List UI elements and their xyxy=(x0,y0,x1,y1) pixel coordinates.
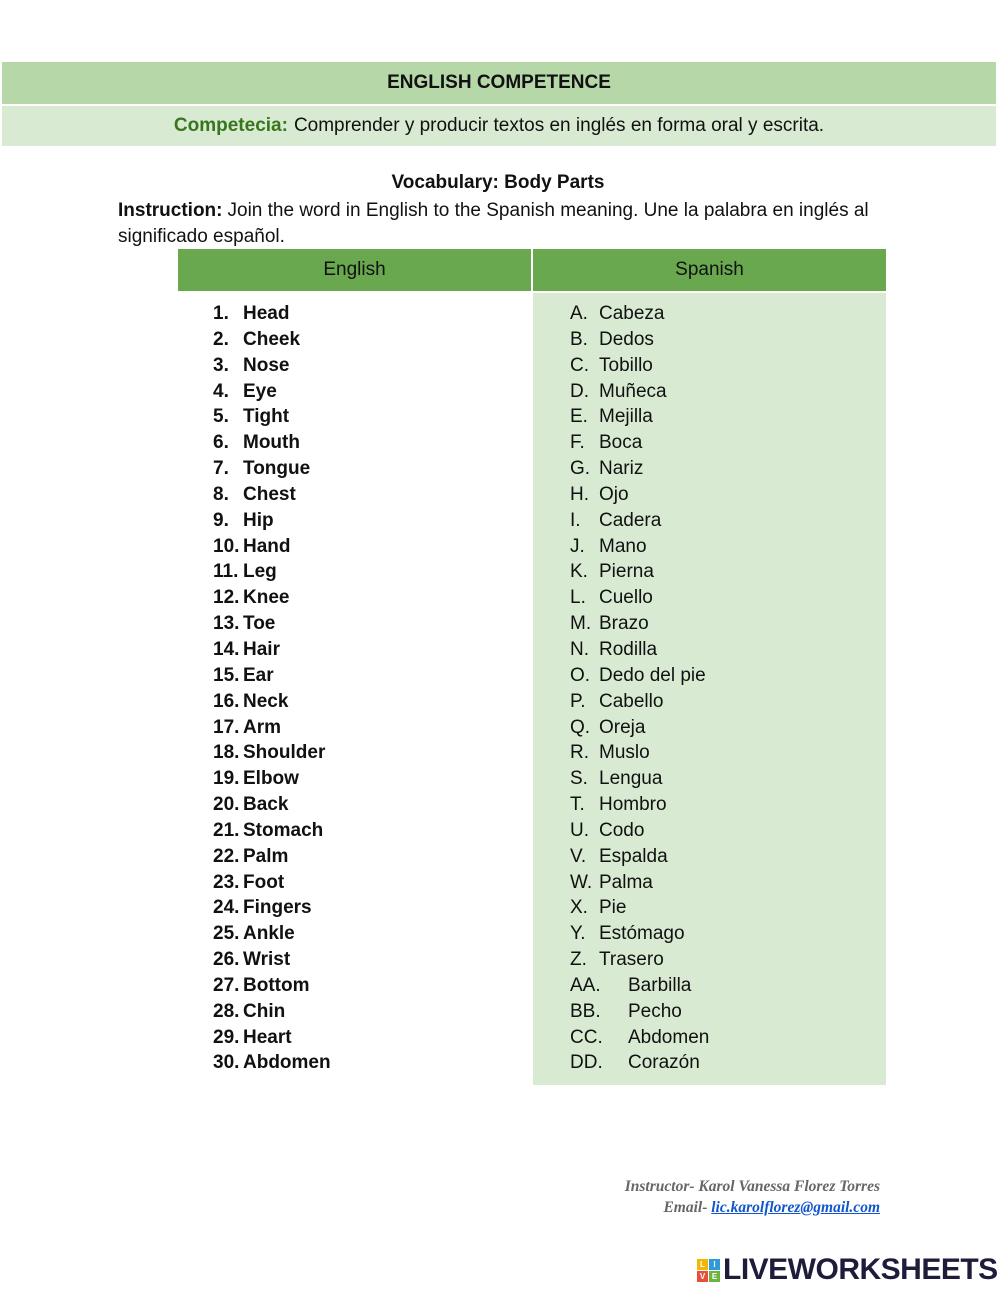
vocabulary-title: Vocabulary: Body Parts xyxy=(391,172,605,193)
item-number: 6. xyxy=(213,432,229,454)
item-number: 26. xyxy=(213,949,240,971)
item-letter: T. xyxy=(570,794,585,816)
spanish-word-item xyxy=(570,379,880,405)
english-word: Toe xyxy=(243,613,276,635)
english-word: Fingers xyxy=(243,897,312,919)
spanish-word-item xyxy=(570,895,880,921)
item-number: 11. xyxy=(213,561,239,583)
english-word: Elbow xyxy=(243,768,299,790)
item-number: 13. xyxy=(213,613,240,635)
item-letter: Y. xyxy=(570,923,586,945)
item-letter: R. xyxy=(570,742,589,764)
item-number: 23. xyxy=(213,871,240,893)
spanish-word: Cabeza xyxy=(599,303,665,324)
spanish-word-item xyxy=(570,353,880,379)
spanish-word: Estómago xyxy=(599,923,685,945)
spanish-word: Mejilla xyxy=(599,406,653,428)
item-number: 15. xyxy=(213,664,240,686)
spanish-word-item xyxy=(570,792,880,818)
item-letter: S. xyxy=(570,768,588,790)
english-word: Chin xyxy=(243,1000,286,1022)
english-column-header: English xyxy=(178,249,531,291)
item-letter: X. xyxy=(570,897,588,919)
english-word-item xyxy=(213,327,523,353)
competencia-label: Competecia: xyxy=(173,115,288,136)
spanish-word-item xyxy=(570,430,880,456)
english-word: Tight xyxy=(243,406,290,428)
english-word-item xyxy=(213,1050,523,1076)
english-word: Foot xyxy=(243,871,285,893)
english-word: Back xyxy=(243,794,289,816)
english-word-item xyxy=(213,973,523,999)
spanish-word: Cabello xyxy=(599,690,664,712)
item-number: 12. xyxy=(213,587,240,609)
item-number: 1. xyxy=(213,303,229,324)
spanish-word: Codo xyxy=(599,819,645,841)
item-letter: V. xyxy=(570,845,587,867)
item-letter: A. xyxy=(570,303,588,324)
english-word-item xyxy=(213,430,523,456)
item-letter: G. xyxy=(570,458,591,480)
spanish-word: Nariz xyxy=(599,458,644,480)
item-number: 2. xyxy=(213,328,229,350)
english-word-item xyxy=(213,715,523,741)
item-number: 25. xyxy=(213,923,240,945)
english-word-list xyxy=(213,301,523,1076)
item-number: 7. xyxy=(213,458,229,480)
english-word-item xyxy=(213,559,523,585)
instructor-name: Instructor- Karol Vanessa Florez Torres xyxy=(624,1178,880,1195)
english-word-item xyxy=(213,921,523,947)
spanish-word-item xyxy=(570,663,880,689)
email-link[interactable]: lic.karolflorez@gmail.com xyxy=(711,1199,880,1216)
item-letter: H. xyxy=(570,483,589,505)
english-word-item xyxy=(213,663,523,689)
english-word-item xyxy=(213,1025,523,1051)
spanish-word: Pierna xyxy=(599,561,654,583)
spanish-column-header: Spanish xyxy=(533,249,886,291)
liveworksheets-logo xyxy=(697,1253,998,1287)
spanish-word-item xyxy=(570,585,880,611)
english-word-item xyxy=(213,379,523,405)
item-number: 22. xyxy=(213,845,240,867)
spanish-word: Mano xyxy=(599,535,647,557)
item-letter: K. xyxy=(570,561,588,583)
english-word: Hair xyxy=(243,638,280,660)
english-word: Heart xyxy=(243,1026,292,1048)
instruction-label: Instruction: xyxy=(118,200,223,221)
item-number: 28. xyxy=(213,1000,240,1022)
item-number: 16. xyxy=(213,690,240,712)
spanish-word-item xyxy=(570,715,880,741)
spanish-word-list xyxy=(570,301,880,1076)
spanish-word: Hombro xyxy=(599,794,667,816)
item-number: 3. xyxy=(213,354,229,376)
spanish-word-item xyxy=(570,766,880,792)
english-word-item xyxy=(213,766,523,792)
english-word-item xyxy=(213,482,523,508)
item-number: 17. xyxy=(213,716,240,738)
english-word-item xyxy=(213,404,523,430)
english-word-item xyxy=(213,611,523,637)
item-letter: AA. xyxy=(570,974,601,996)
english-word-item xyxy=(213,792,523,818)
english-word: Ear xyxy=(243,664,274,686)
spanish-word-item xyxy=(570,740,880,766)
english-word: Arm xyxy=(243,716,282,738)
item-number: 9. xyxy=(213,509,229,531)
english-word: Neck xyxy=(243,690,289,712)
english-word: Ankle xyxy=(243,923,295,945)
spanish-word-item xyxy=(570,999,880,1025)
spanish-word: Barbilla xyxy=(628,974,692,996)
spanish-word-item xyxy=(570,559,880,585)
spanish-word-item xyxy=(570,534,880,560)
english-word: Tongue xyxy=(243,458,311,480)
logo-letter-tile: E xyxy=(709,1271,720,1282)
english-word: Head xyxy=(243,303,290,324)
logo-letter-tile: I xyxy=(709,1259,720,1270)
item-letter: Q. xyxy=(570,716,591,738)
spanish-word-item xyxy=(570,818,880,844)
competencia-text: Comprender y producir textos en inglés en forma oral y escrita. xyxy=(293,115,825,136)
item-letter: P. xyxy=(570,690,586,712)
spanish-word-item xyxy=(570,508,880,534)
item-letter: I. xyxy=(570,509,581,531)
english-word-item xyxy=(213,870,523,896)
english-word: Hand xyxy=(243,535,291,557)
item-number: 29. xyxy=(213,1026,240,1048)
spanish-word: Oreja xyxy=(599,716,646,738)
english-word-item xyxy=(213,585,523,611)
spanish-word: Espalda xyxy=(599,845,668,867)
item-number: 19. xyxy=(213,768,240,790)
spanish-word: Corazón xyxy=(628,1052,700,1074)
english-word: Wrist xyxy=(243,949,291,971)
competencia-row xyxy=(2,106,996,146)
item-number: 24. xyxy=(213,897,240,919)
english-word-item xyxy=(213,844,523,870)
english-word: Bottom xyxy=(243,974,310,996)
item-letter: U. xyxy=(570,819,589,841)
spanish-word-item xyxy=(570,327,880,353)
item-letter: O. xyxy=(570,664,591,686)
spanish-word: Ojo xyxy=(599,483,629,505)
item-letter: M. xyxy=(570,613,592,635)
item-number: 8. xyxy=(213,483,229,505)
spanish-word: Abdomen xyxy=(628,1026,710,1048)
english-word-item xyxy=(213,637,523,663)
item-number: 20. xyxy=(213,794,240,816)
item-letter: BB. xyxy=(570,1000,601,1022)
spanish-word: Cadera xyxy=(599,509,662,531)
item-letter: E. xyxy=(570,406,588,428)
logo-letter-tile: V xyxy=(697,1271,708,1282)
liveworksheets-wordmark: LIVEWORKSHEETS xyxy=(723,1253,998,1286)
spanish-word: Trasero xyxy=(599,949,664,971)
item-letter: L. xyxy=(570,587,586,609)
item-letter: B. xyxy=(570,328,588,350)
item-letter: W. xyxy=(570,871,593,893)
spanish-word-item xyxy=(570,921,880,947)
english-word: Chest xyxy=(243,483,296,505)
item-number: 18. xyxy=(213,742,240,764)
spanish-word-item xyxy=(570,973,880,999)
english-word-item xyxy=(213,947,523,973)
instruction-text: Join the word in English to the Spanish meaning. Une la palabra en inglés al significado español. xyxy=(118,200,869,247)
liveworksheets-icon xyxy=(697,1259,720,1282)
english-word: Nose xyxy=(243,354,290,376)
spanish-word: Muslo xyxy=(599,742,650,764)
spanish-word: Brazo xyxy=(599,613,649,635)
spanish-word: Dedo del pie xyxy=(599,664,706,686)
item-number: 14. xyxy=(213,638,240,660)
item-letter: J. xyxy=(570,535,585,557)
spanish-word: Palma xyxy=(599,871,653,893)
english-word-item xyxy=(213,895,523,921)
english-word: Abdomen xyxy=(243,1052,331,1074)
english-word-item xyxy=(213,534,523,560)
item-number: 10. xyxy=(213,535,240,557)
item-letter: F. xyxy=(570,432,585,454)
english-word: Mouth xyxy=(243,432,300,454)
spanish-word-item xyxy=(570,870,880,896)
english-word: Knee xyxy=(243,587,290,609)
english-word-item xyxy=(213,740,523,766)
spanish-word-item xyxy=(570,404,880,430)
item-number: 21. xyxy=(213,819,240,841)
spanish-word: Muñeca xyxy=(599,380,667,402)
item-number: 5. xyxy=(213,406,229,428)
spanish-word: Tobillo xyxy=(599,354,653,376)
english-word: Cheek xyxy=(243,328,301,350)
spanish-word: Pie xyxy=(599,897,627,919)
spanish-word: Dedos xyxy=(599,328,654,350)
english-word-item xyxy=(213,456,523,482)
english-word: Shoulder xyxy=(243,742,326,764)
item-number: 30. xyxy=(213,1052,240,1074)
item-number: 27. xyxy=(213,974,240,996)
item-number: 4. xyxy=(213,380,229,402)
spanish-word-item xyxy=(570,844,880,870)
english-word-item xyxy=(213,301,523,327)
english-word: Hip xyxy=(243,509,274,531)
english-word-item xyxy=(213,508,523,534)
spanish-word: Lengua xyxy=(599,768,663,790)
spanish-word-item xyxy=(570,947,880,973)
spanish-word-item xyxy=(570,1050,880,1076)
spanish-word-item xyxy=(570,456,880,482)
spanish-word-item xyxy=(570,637,880,663)
item-letter: Z. xyxy=(570,949,587,971)
item-letter: CC. xyxy=(570,1026,603,1048)
english-word-item xyxy=(213,818,523,844)
spanish-word-item xyxy=(570,301,880,327)
instruction xyxy=(118,198,888,250)
english-word: Stomach xyxy=(243,819,324,841)
english-word-item xyxy=(213,353,523,379)
english-word-item xyxy=(213,689,523,715)
item-letter: N. xyxy=(570,638,589,660)
spanish-word-item xyxy=(570,611,880,637)
logo-letter-tile: L xyxy=(697,1259,708,1270)
spanish-word: Cuello xyxy=(599,587,653,609)
footer-credits xyxy=(400,1176,880,1218)
english-word: Eye xyxy=(243,380,277,402)
item-letter: C. xyxy=(570,354,589,376)
email-label: Email- xyxy=(663,1199,708,1216)
item-letter: D. xyxy=(570,380,589,402)
email-line xyxy=(400,1197,880,1218)
item-letter: DD. xyxy=(570,1052,603,1074)
spanish-word-item xyxy=(570,482,880,508)
spanish-word-item xyxy=(570,689,880,715)
english-word: Palm xyxy=(243,845,289,867)
english-word: Leg xyxy=(243,561,277,583)
spanish-word: Boca xyxy=(599,432,643,454)
english-word-item xyxy=(213,999,523,1025)
worksheet-title: ENGLISH COMPETENCE xyxy=(2,62,996,104)
spanish-word-item xyxy=(570,1025,880,1051)
spanish-word: Pecho xyxy=(628,1000,682,1022)
spanish-word: Rodilla xyxy=(599,638,658,660)
